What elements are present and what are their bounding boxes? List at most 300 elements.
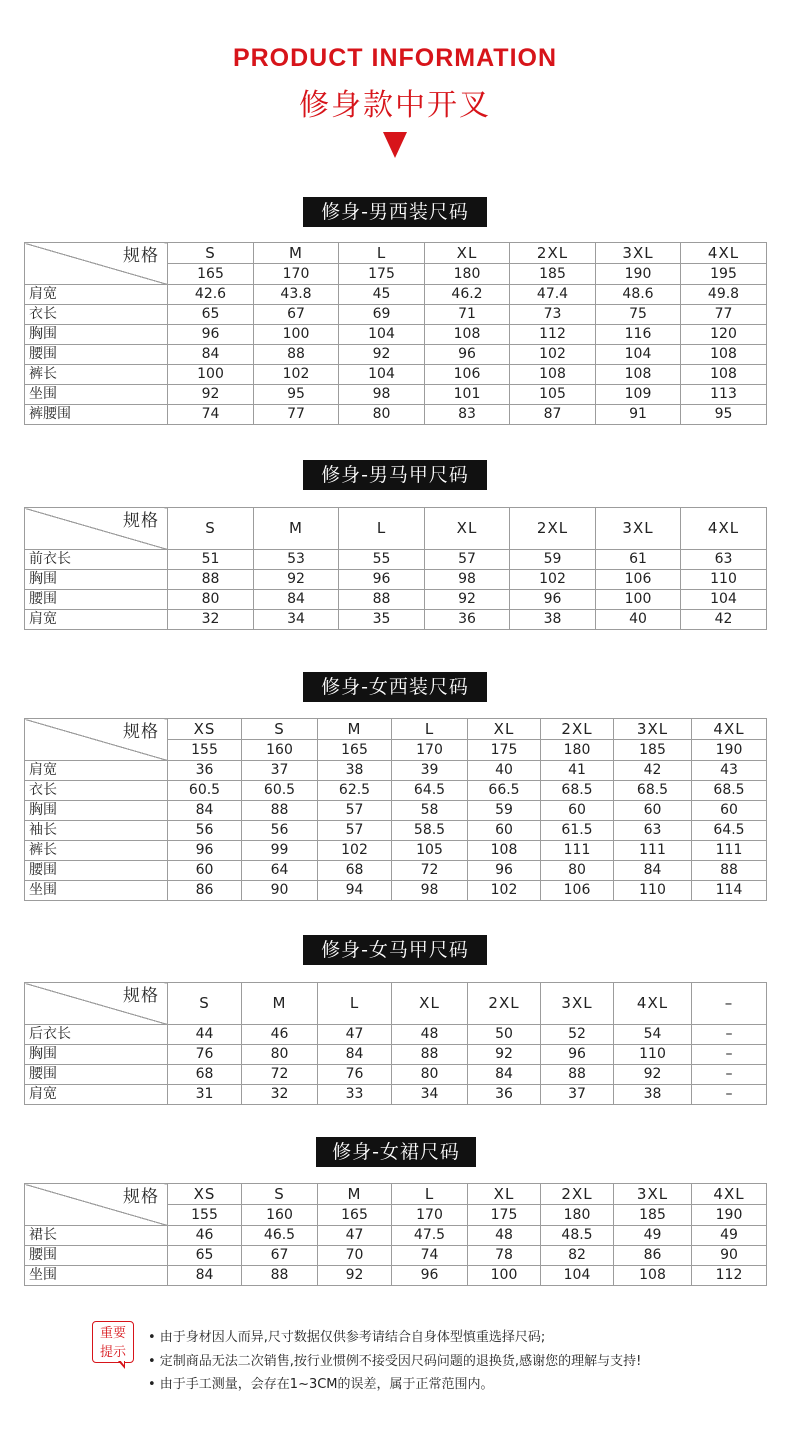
value-cell: 106 [596, 570, 681, 590]
value-cell: 68.5 [541, 781, 614, 801]
value-cell: 102 [510, 570, 596, 590]
size-header-cell: 3XL [614, 1184, 692, 1205]
table-row [25, 821, 767, 841]
size-header-cell: 3XL [614, 719, 692, 740]
row-label: 腰围 [25, 1246, 168, 1266]
value-cell: 84 [168, 345, 254, 365]
size-header-cell: XL [425, 243, 510, 264]
row-label: 胸围 [25, 1045, 168, 1065]
size-header-cell: S [242, 719, 318, 740]
value-cell: 60 [614, 801, 692, 821]
value-cell: 66.5 [468, 781, 541, 801]
value-cell: 111 [692, 841, 767, 861]
value-cell: 46.2 [425, 285, 510, 305]
size-header-cell: 2XL [510, 508, 596, 550]
value-cell: 59 [468, 801, 541, 821]
size-header-cell: – [692, 983, 767, 1025]
value-cell: 88 [242, 1266, 318, 1286]
height-cell: 180 [541, 1205, 614, 1226]
value-cell: 98 [339, 385, 425, 405]
row-label: 裤长 [25, 841, 168, 861]
notice-list [148, 1326, 641, 1397]
value-cell: 38 [318, 761, 392, 781]
value-cell: 68 [318, 861, 392, 881]
size-header-cell: 4XL [681, 243, 767, 264]
height-cell: 155 [168, 740, 242, 761]
value-cell: 112 [510, 325, 596, 345]
value-cell: 76 [318, 1065, 392, 1085]
value-cell: 65 [168, 1246, 242, 1266]
value-cell: 110 [614, 1045, 692, 1065]
value-cell: 88 [541, 1065, 614, 1085]
value-cell: 88 [392, 1045, 468, 1065]
value-cell: 44 [168, 1025, 242, 1045]
value-cell: 98 [425, 570, 510, 590]
value-cell: 31 [168, 1085, 242, 1105]
value-cell: 105 [392, 841, 468, 861]
table-row [25, 1065, 767, 1085]
height-cell: 190 [692, 1205, 767, 1226]
value-cell: 33 [318, 1085, 392, 1105]
height-cell: 160 [242, 740, 318, 761]
value-cell: 59 [510, 550, 596, 570]
value-cell: 47.5 [392, 1226, 468, 1246]
height-cell: 155 [168, 1205, 242, 1226]
size-header-row [25, 508, 767, 550]
size-header-cell: 4XL [692, 1184, 767, 1205]
table-row [25, 345, 767, 365]
table-row [25, 761, 767, 781]
size-header-row [25, 243, 767, 264]
table-row [25, 325, 767, 345]
value-cell: 100 [468, 1266, 541, 1286]
table-row [25, 881, 767, 901]
value-cell: 64.5 [392, 781, 468, 801]
value-cell: 75 [596, 305, 681, 325]
value-cell: 80 [392, 1065, 468, 1085]
value-cell: 84 [318, 1045, 392, 1065]
value-cell: – [692, 1025, 767, 1045]
value-cell: 49.8 [681, 285, 767, 305]
value-cell: 104 [339, 365, 425, 385]
size-header-cell: XL [392, 983, 468, 1025]
size-header-cell: L [318, 983, 392, 1025]
table-row [25, 550, 767, 570]
value-cell: 82 [541, 1246, 614, 1266]
value-cell: 84 [614, 861, 692, 881]
value-cell: 80 [168, 590, 254, 610]
value-cell: – [692, 1045, 767, 1065]
value-cell: 104 [681, 590, 767, 610]
size-header-cell: S [168, 243, 254, 264]
value-cell: 46 [168, 1226, 242, 1246]
notice-line: • 定制商品无法二次销售,按行业惯例不接受因尺码问题的退换货,感谢您的理解与支持! [148, 1353, 642, 1369]
table-row [25, 1226, 767, 1246]
notice-line: • 由于手工测量，会存在1~3CM的误差，属于正常范围内。 [148, 1377, 494, 1392]
size-header-cell: XS [168, 1184, 242, 1205]
badge-line-1: 重要 [99, 1326, 126, 1341]
table-row [25, 1045, 767, 1065]
section-title: 修身-女裙尺码 [316, 1137, 476, 1167]
value-cell: 57 [318, 801, 392, 821]
value-cell: 108 [468, 841, 541, 861]
table-row [25, 405, 767, 425]
corner-label: 规格 [123, 722, 159, 742]
value-cell: 84 [168, 1266, 242, 1286]
value-cell: 68.5 [614, 781, 692, 801]
row-label: 肩宽 [25, 285, 168, 305]
value-cell: 112 [692, 1266, 767, 1286]
value-cell: 68 [168, 1065, 242, 1085]
value-cell: 41 [541, 761, 614, 781]
value-cell: 96 [468, 861, 541, 881]
value-cell: 92 [254, 570, 339, 590]
row-label: 腰围 [25, 345, 168, 365]
value-cell: 84 [468, 1065, 541, 1085]
height-cell: 165 [318, 740, 392, 761]
section-title: 修身-男西装尺码 [303, 197, 487, 227]
row-label: 胸围 [25, 325, 168, 345]
table-row [25, 1025, 767, 1045]
size-table [24, 1183, 767, 1286]
size-header-cell: 2XL [468, 983, 541, 1025]
badge-line-2: 提示 [99, 1345, 126, 1360]
value-cell: 84 [168, 801, 242, 821]
corner-label: 规格 [123, 246, 159, 266]
value-cell: 42 [614, 761, 692, 781]
size-header-cell: S [168, 508, 254, 550]
size-header-cell: XS [168, 719, 242, 740]
value-cell: 61 [596, 550, 681, 570]
row-label: 肩宽 [25, 761, 168, 781]
value-cell: 96 [425, 345, 510, 365]
value-cell: 113 [681, 385, 767, 405]
value-cell: 96 [510, 590, 596, 610]
table-row [25, 305, 767, 325]
value-cell: 72 [392, 861, 468, 881]
size-header-row [25, 983, 767, 1025]
value-cell: 104 [541, 1266, 614, 1286]
size-header-row [25, 1184, 767, 1205]
value-cell: 36 [168, 761, 242, 781]
value-cell: 48.5 [541, 1226, 614, 1246]
value-cell: 100 [168, 365, 254, 385]
value-cell: 36 [425, 610, 510, 630]
value-cell: 48 [468, 1226, 541, 1246]
size-header-cell: L [339, 508, 425, 550]
value-cell: 67 [254, 305, 339, 325]
value-cell: 106 [541, 881, 614, 901]
value-cell: 96 [339, 570, 425, 590]
size-header-cell: M [242, 983, 318, 1025]
height-cell: 180 [541, 740, 614, 761]
value-cell: 68.5 [692, 781, 767, 801]
value-cell: 74 [392, 1246, 468, 1266]
height-cell: 190 [692, 740, 767, 761]
value-cell: 78 [468, 1246, 541, 1266]
value-cell: 104 [596, 345, 681, 365]
header-title: PRODUCT INFORMATION [232, 44, 558, 72]
value-cell: 109 [596, 385, 681, 405]
size-header-cell: M [318, 719, 392, 740]
value-cell: 43.8 [254, 285, 339, 305]
corner-label: 规格 [123, 1187, 159, 1207]
value-cell: 67 [242, 1246, 318, 1266]
corner-cell [25, 508, 168, 550]
table-row [25, 1266, 767, 1286]
value-cell: 61.5 [541, 821, 614, 841]
value-cell: 102 [318, 841, 392, 861]
value-cell: 90 [692, 1246, 767, 1266]
section-title: 修身-女西装尺码 [303, 672, 487, 702]
value-cell: 83 [425, 405, 510, 425]
size-header-cell: 4XL [614, 983, 692, 1025]
value-cell: 120 [681, 325, 767, 345]
row-label: 袖长 [25, 821, 168, 841]
value-cell: 32 [242, 1085, 318, 1105]
value-cell: 88 [254, 345, 339, 365]
size-header-cell: L [392, 1184, 468, 1205]
height-cell: 195 [681, 264, 767, 285]
value-cell: 45 [339, 285, 425, 305]
value-cell: 32 [168, 610, 254, 630]
value-cell: 102 [254, 365, 339, 385]
value-cell: 69 [339, 305, 425, 325]
size-header-cell: XL [468, 719, 541, 740]
value-cell: 110 [614, 881, 692, 901]
value-cell: 76 [168, 1045, 242, 1065]
value-cell: 90 [242, 881, 318, 901]
table-row [25, 1085, 767, 1105]
value-cell: 47.4 [510, 285, 596, 305]
value-cell: 49 [692, 1226, 767, 1246]
row-label: 裤腰围 [25, 405, 168, 425]
value-cell: 54 [614, 1025, 692, 1045]
row-label: 胸围 [25, 570, 168, 590]
value-cell: 60.5 [242, 781, 318, 801]
value-cell: 37 [541, 1085, 614, 1105]
size-table [24, 242, 767, 425]
table-row [25, 570, 767, 590]
row-label: 胸围 [25, 801, 168, 821]
table-row [25, 365, 767, 385]
value-cell: 63 [681, 550, 767, 570]
value-cell: 58 [392, 801, 468, 821]
size-header-cell: L [339, 243, 425, 264]
value-cell: 47 [318, 1226, 392, 1246]
value-cell: 92 [425, 590, 510, 610]
value-cell: 64 [242, 861, 318, 881]
header-subtitle: 修身款中开叉 [299, 88, 491, 123]
size-header-cell: 4XL [681, 508, 767, 550]
important-notice-badge [92, 1321, 134, 1363]
value-cell: 72 [242, 1065, 318, 1085]
value-cell: 71 [425, 305, 510, 325]
table-row [25, 841, 767, 861]
value-cell: 74 [168, 405, 254, 425]
value-cell: 114 [692, 881, 767, 901]
height-cell: 175 [468, 740, 541, 761]
value-cell: 92 [168, 385, 254, 405]
value-cell: 34 [392, 1085, 468, 1105]
value-cell: 106 [425, 365, 510, 385]
value-cell: 60 [168, 861, 242, 881]
row-label: 衣长 [25, 781, 168, 801]
table-row [25, 285, 767, 305]
size-header-cell: 2XL [541, 719, 614, 740]
value-cell: 96 [541, 1045, 614, 1065]
value-cell: 88 [168, 570, 254, 590]
size-header-cell: 2XL [510, 243, 596, 264]
value-cell: 62.5 [318, 781, 392, 801]
corner-label: 规格 [123, 986, 159, 1006]
value-cell: 80 [541, 861, 614, 881]
value-cell: 98 [392, 881, 468, 901]
size-header-cell: S [242, 1184, 318, 1205]
value-cell: 35 [339, 610, 425, 630]
value-cell: 51 [168, 550, 254, 570]
value-cell: 88 [242, 801, 318, 821]
value-cell: 86 [168, 881, 242, 901]
size-header-cell: 3XL [541, 983, 614, 1025]
size-header-cell: 2XL [541, 1184, 614, 1205]
table-row [25, 781, 767, 801]
value-cell: 100 [254, 325, 339, 345]
row-label: 坐围 [25, 385, 168, 405]
value-cell: 88 [339, 590, 425, 610]
value-cell: 80 [242, 1045, 318, 1065]
value-cell: 65 [168, 305, 254, 325]
value-cell: 116 [596, 325, 681, 345]
value-cell: – [692, 1065, 767, 1085]
value-cell: 77 [681, 305, 767, 325]
row-label: 坐围 [25, 1266, 168, 1286]
value-cell: 96 [168, 325, 254, 345]
value-cell: 38 [510, 610, 596, 630]
value-cell: 50 [468, 1025, 541, 1045]
value-cell: 80 [339, 405, 425, 425]
table-row [25, 385, 767, 405]
value-cell: 43 [692, 761, 767, 781]
row-label: 腰围 [25, 590, 168, 610]
value-cell: 47 [318, 1025, 392, 1045]
value-cell: 42.6 [168, 285, 254, 305]
value-cell: 105 [510, 385, 596, 405]
corner-label: 规格 [123, 511, 159, 531]
value-cell: 73 [510, 305, 596, 325]
value-cell: 108 [425, 325, 510, 345]
size-header-cell: XL [468, 1184, 541, 1205]
value-cell: 60 [692, 801, 767, 821]
value-cell: 108 [681, 365, 767, 385]
value-cell: 48 [392, 1025, 468, 1045]
value-cell: 63 [614, 821, 692, 841]
value-cell: 92 [468, 1045, 541, 1065]
value-cell: 40 [596, 610, 681, 630]
row-label: 前衣长 [25, 550, 168, 570]
value-cell: 64.5 [692, 821, 767, 841]
value-cell: 56 [242, 821, 318, 841]
value-cell: 92 [339, 345, 425, 365]
height-cell: 180 [425, 264, 510, 285]
down-arrow-icon [383, 132, 407, 158]
height-cell: 185 [510, 264, 596, 285]
value-cell: 52 [541, 1025, 614, 1045]
value-cell: 57 [425, 550, 510, 570]
size-header-cell: M [254, 243, 339, 264]
value-cell: 108 [614, 1266, 692, 1286]
size-header-cell: S [168, 983, 242, 1025]
height-cell: 170 [254, 264, 339, 285]
row-label: 肩宽 [25, 610, 168, 630]
section-title: 修身-女马甲尺码 [303, 935, 487, 965]
value-cell: 42 [681, 610, 767, 630]
size-header-cell: 4XL [692, 719, 767, 740]
section-title: 修身-男马甲尺码 [303, 460, 487, 490]
height-cell: 165 [318, 1205, 392, 1226]
value-cell: 58.5 [392, 821, 468, 841]
notice-line: • 由于身材因人而异,尺寸数据仅供参考请结合自身体型慎重选择尺码; [148, 1330, 546, 1345]
value-cell: 101 [425, 385, 510, 405]
size-table [24, 718, 767, 901]
height-cell: 170 [392, 1205, 468, 1226]
size-header-cell: 3XL [596, 508, 681, 550]
value-cell: 48.6 [596, 285, 681, 305]
size-header-cell: XL [425, 508, 510, 550]
row-label: 腰围 [25, 1065, 168, 1085]
value-cell: 100 [596, 590, 681, 610]
value-cell: 108 [681, 345, 767, 365]
value-cell: 88 [692, 861, 767, 881]
value-cell: 60 [468, 821, 541, 841]
value-cell: 102 [468, 881, 541, 901]
value-cell: 87 [510, 405, 596, 425]
row-label: 腰围 [25, 861, 168, 881]
size-table [24, 982, 767, 1105]
value-cell: 84 [254, 590, 339, 610]
value-cell: 111 [541, 841, 614, 861]
value-cell: 94 [318, 881, 392, 901]
size-header-cell: M [318, 1184, 392, 1205]
value-cell: 40 [468, 761, 541, 781]
badge-tail-inner [120, 1360, 124, 1365]
value-cell: 102 [510, 345, 596, 365]
value-cell: 111 [614, 841, 692, 861]
table-row [25, 610, 767, 630]
value-cell: 60 [541, 801, 614, 821]
height-cell: 165 [168, 264, 254, 285]
table-row [25, 590, 767, 610]
value-cell: 39 [392, 761, 468, 781]
value-cell: 108 [510, 365, 596, 385]
row-label: 裤长 [25, 365, 168, 385]
value-cell: 110 [681, 570, 767, 590]
size-header-cell: M [254, 508, 339, 550]
row-label: 衣长 [25, 305, 168, 325]
value-cell: 96 [168, 841, 242, 861]
value-cell: 34 [254, 610, 339, 630]
height-cell: 170 [392, 740, 468, 761]
value-cell: 92 [614, 1065, 692, 1085]
corner-cell [25, 983, 168, 1025]
value-cell: 38 [614, 1085, 692, 1105]
height-cell: 175 [468, 1205, 541, 1226]
value-cell: 77 [254, 405, 339, 425]
value-cell: 99 [242, 841, 318, 861]
value-cell: 95 [254, 385, 339, 405]
value-cell: 56 [168, 821, 242, 841]
table-row [25, 861, 767, 881]
